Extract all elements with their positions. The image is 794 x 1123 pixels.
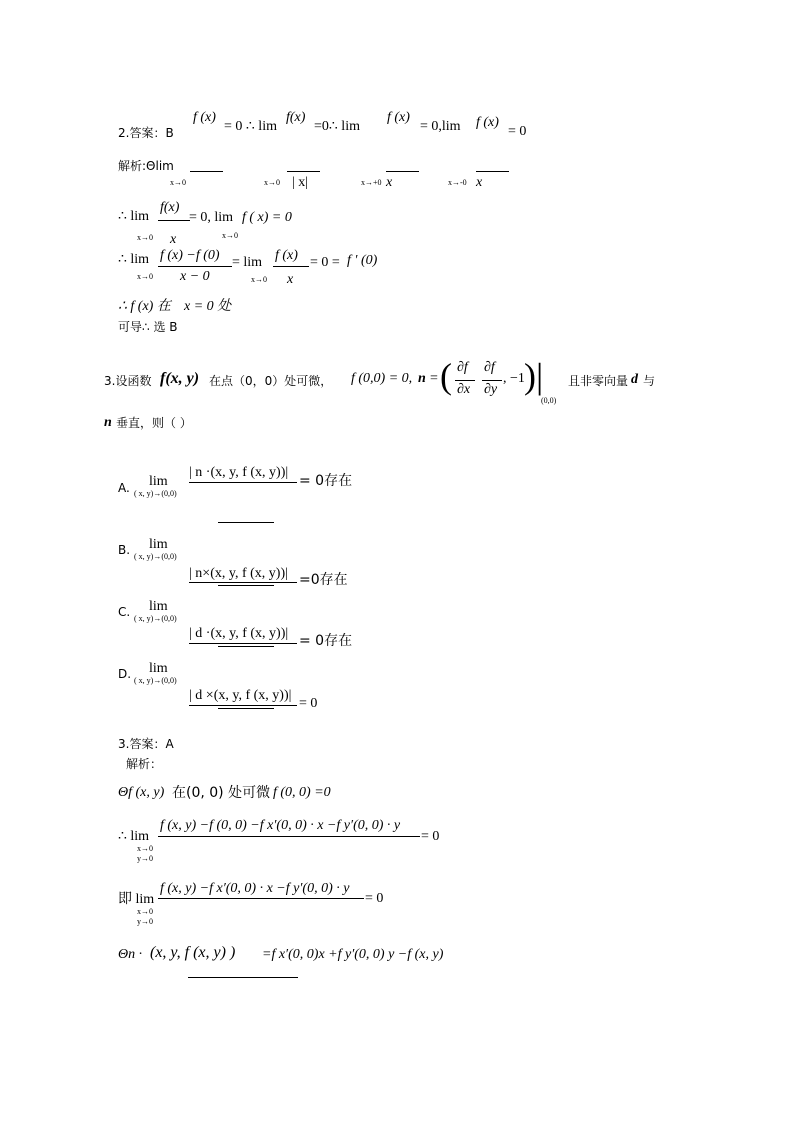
fraction-bar <box>158 836 420 837</box>
q3-answer-label: 3.答案：A <box>118 737 174 751</box>
q2-conc3-b: x = 0 处 <box>184 299 232 314</box>
left-paren: ( <box>440 356 452 396</box>
fraction-bar <box>455 380 475 381</box>
fraction-bar <box>218 585 274 586</box>
q3-s1-a: Θf (x, y) <box>118 785 165 800</box>
option-d-num: | d ×(x, y, f (x, y))| <box>189 688 292 703</box>
lim-sub-x: x→0 <box>137 844 153 853</box>
option-c-num: | d ·(x, y, f (x, y))| <box>189 626 289 641</box>
fraction-bar <box>218 646 274 647</box>
q3-stem-n: n <box>418 371 426 386</box>
lim-sub-x: x→0 <box>137 907 153 916</box>
q3-stem-b: 在点（0，0）处可微， <box>209 374 333 388</box>
fraction-bar <box>189 705 297 706</box>
lim-sub: x→0 <box>137 272 153 281</box>
minus-one: , −1 <box>503 371 525 386</box>
denom-x: x <box>386 175 393 190</box>
lim-sub: x→0 <box>137 233 153 242</box>
q3-s3-lim: 即 lim <box>118 892 155 907</box>
lim-sub: x→0 <box>251 275 267 284</box>
option-a-tail: = 0存在 <box>299 473 353 489</box>
lim-sub: x→0 <box>170 178 186 187</box>
q2-conc2-den: x − 0 <box>180 269 210 284</box>
option-c-lim: lim <box>149 599 168 614</box>
fraction-bar <box>158 898 364 899</box>
q2-conc2-num: f (x) −f (0) <box>160 248 220 263</box>
option-a-label[interactable]: A. <box>118 481 130 495</box>
q3-stem-n2: n <box>104 415 112 430</box>
q3-stem-cond: f (0,0) = 0, <box>351 371 413 386</box>
fraction-bar <box>287 171 320 172</box>
partial-y: ∂y <box>484 382 498 397</box>
option-b-tail: =0存在 <box>299 572 348 588</box>
option-d-lim: lim <box>149 661 168 676</box>
q3-stem-eq: = <box>430 371 438 386</box>
q2-eq3: = 0,lim <box>420 119 461 134</box>
fraction-bar <box>218 708 274 709</box>
q3-s4-b: (x, y, f (x, y) ) <box>150 944 236 961</box>
partial-x: ∂x <box>457 382 471 397</box>
q3-analysis-label: 解析： <box>126 757 163 771</box>
fraction-bar <box>158 266 232 267</box>
option-b-sub: ( x, y)→(0,0) <box>134 552 177 561</box>
partial-f1: ∂f <box>457 360 468 375</box>
fraction-bar <box>158 220 190 221</box>
q2-conc2-eq2: = 0 = <box>310 255 340 270</box>
eval-at: (0,0) <box>541 396 557 405</box>
q3-s2-tail: = 0 <box>421 829 440 844</box>
q2-f1: f (x) <box>193 110 216 125</box>
fraction-bar <box>218 522 274 523</box>
q2-conc1-eq: = 0, lim <box>189 210 234 225</box>
q3-stem-e: 与 <box>643 374 656 388</box>
q2-conc1-num: f(x) <box>160 200 180 215</box>
q3-stem-c: 且非零向量 <box>568 374 629 388</box>
option-c-tail: = 0存在 <box>299 633 353 649</box>
q2-eq4: = 0 <box>508 124 527 139</box>
fraction-bar <box>190 171 223 172</box>
q2-f3: f (x) <box>387 110 410 125</box>
q3-s4-a: Θn · <box>118 947 143 962</box>
fraction-bar <box>273 266 309 267</box>
q3-stem-d: d <box>631 372 638 387</box>
partial-f2: ∂f <box>484 360 495 375</box>
q2-f4: f (x) <box>476 115 499 130</box>
q2-conc4: 可导∴ 选 B <box>118 320 178 334</box>
q3-stem-line2: 垂直，则（ ） <box>116 416 192 430</box>
option-a-lim: lim <box>149 474 168 489</box>
q2-answer-label: 2.答案：B <box>118 126 174 140</box>
fraction-bar <box>189 582 297 583</box>
option-d-tail: = 0 <box>299 696 318 711</box>
lim-sub: x→-0 <box>448 178 467 187</box>
lim-sub-y: y→0 <box>137 854 153 863</box>
option-a-num: | n ·(x, y, f (x, y))| <box>189 465 289 480</box>
right-paren: ) <box>524 356 536 396</box>
q3-s3-tail: = 0 <box>365 891 384 906</box>
option-c-label[interactable]: C. <box>118 605 131 619</box>
q3-s3-num: f (x, y) −f x′(0, 0) · x −f y′(0, 0) · y <box>160 881 350 896</box>
q2-eq2: =0∴ lim <box>314 119 360 134</box>
denom-x: x <box>476 175 483 190</box>
q2-conc1-lim: ∴ lim <box>118 209 150 224</box>
q3-s2-num: f (x, y) −f (0, 0) −f x′(0, 0) · x −f y′(0, 0) · y <box>160 818 401 833</box>
fraction-bar <box>188 977 298 978</box>
q2-eq1: = 0 ∴ lim <box>224 119 277 134</box>
q3-s4-c: =f x′(0, 0)x +f y′(0, 0) y −f (x, y) <box>262 947 444 962</box>
q3-s1-c: f (0, 0) =0 <box>273 785 331 800</box>
q2-f2: f(x) <box>286 110 306 125</box>
abs-x: | x| <box>292 175 309 190</box>
q2-conc2-deriv: f ′ (0) <box>347 253 378 268</box>
q2-conc3-a: ∴ f (x) 在 <box>118 299 171 314</box>
lim-sub: x→0 <box>222 231 238 240</box>
q3-stem-f: f(x, y) <box>160 370 200 387</box>
q2-conc2-lim: ∴ lim <box>118 252 150 267</box>
q3-s2-lim: ∴ lim <box>118 829 150 844</box>
q2-conc2-num2: f (x) <box>275 248 298 263</box>
option-a-sub: ( x, y)→(0,0) <box>134 489 177 498</box>
fraction-bar <box>476 171 509 172</box>
q2-conc1-f: f ( x) = 0 <box>242 210 292 225</box>
q3-s1-b: 在(0, 0) 处可微 <box>172 785 271 801</box>
q3-stem-a: 3.设函数 <box>104 374 152 388</box>
eval-bar: | <box>536 356 544 396</box>
fraction-bar <box>482 380 502 381</box>
option-b-label[interactable]: B. <box>118 543 131 557</box>
q2-conc1-den: x <box>170 232 177 247</box>
lim-sub: x→+0 <box>361 178 382 187</box>
lim-sub: x→0 <box>264 178 280 187</box>
q2-analysis-label: 解析:Θlim <box>118 159 174 173</box>
fraction-bar <box>189 482 297 483</box>
lim-sub-y: y→0 <box>137 917 153 926</box>
fraction-bar <box>189 643 297 644</box>
option-d-sub: ( x, y)→(0,0) <box>134 676 177 685</box>
option-c-sub: ( x, y)→(0,0) <box>134 614 177 623</box>
q2-conc2-eq: = lim <box>232 255 263 270</box>
option-b-num: | n×(x, y, f (x, y))| <box>189 566 288 581</box>
option-b-lim: lim <box>149 537 168 552</box>
option-d-label[interactable]: D. <box>118 667 132 681</box>
q2-conc2-den2: x <box>287 272 294 287</box>
fraction-bar <box>386 171 419 172</box>
